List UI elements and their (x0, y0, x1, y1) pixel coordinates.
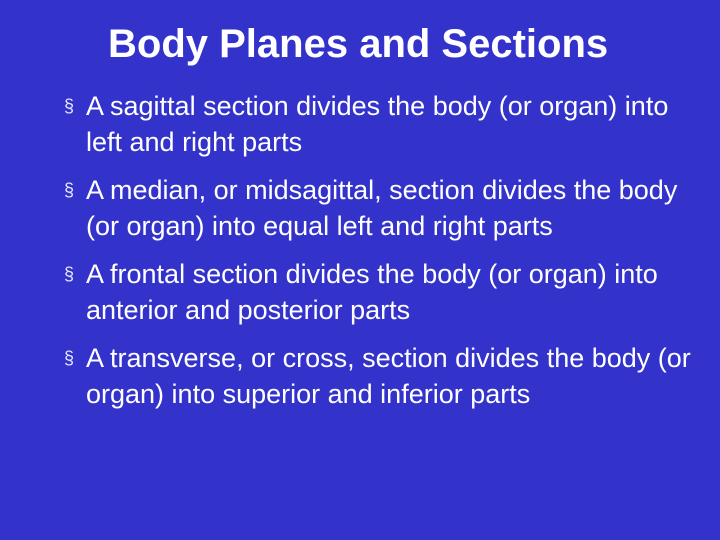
bullet-marker-icon: § (64, 264, 75, 284)
bullet-text: A frontal section divides the body (or organ) into anterior and posterior parts (86, 259, 658, 325)
bullet-marker-icon: § (64, 348, 75, 368)
bullet-text: A sagittal section divides the body (or organ) into left and right parts (86, 91, 669, 157)
slide-title: Body Planes and Sections (108, 22, 609, 66)
bullet-list (64, 88, 704, 424)
bullet-text: A transverse, or cross, section divides the body (or organ) into superior and inferior parts (86, 343, 691, 409)
bullet-item (64, 340, 704, 412)
bullet-marker-icon: § (64, 96, 75, 116)
bullet-text: A median, or midsagittal, section divides the body (or organ) into equal left and right parts (86, 175, 678, 241)
bullet-marker-icon: § (64, 180, 75, 200)
bullet-item (64, 88, 704, 160)
bullet-item (64, 172, 704, 244)
bullet-item (64, 256, 704, 328)
